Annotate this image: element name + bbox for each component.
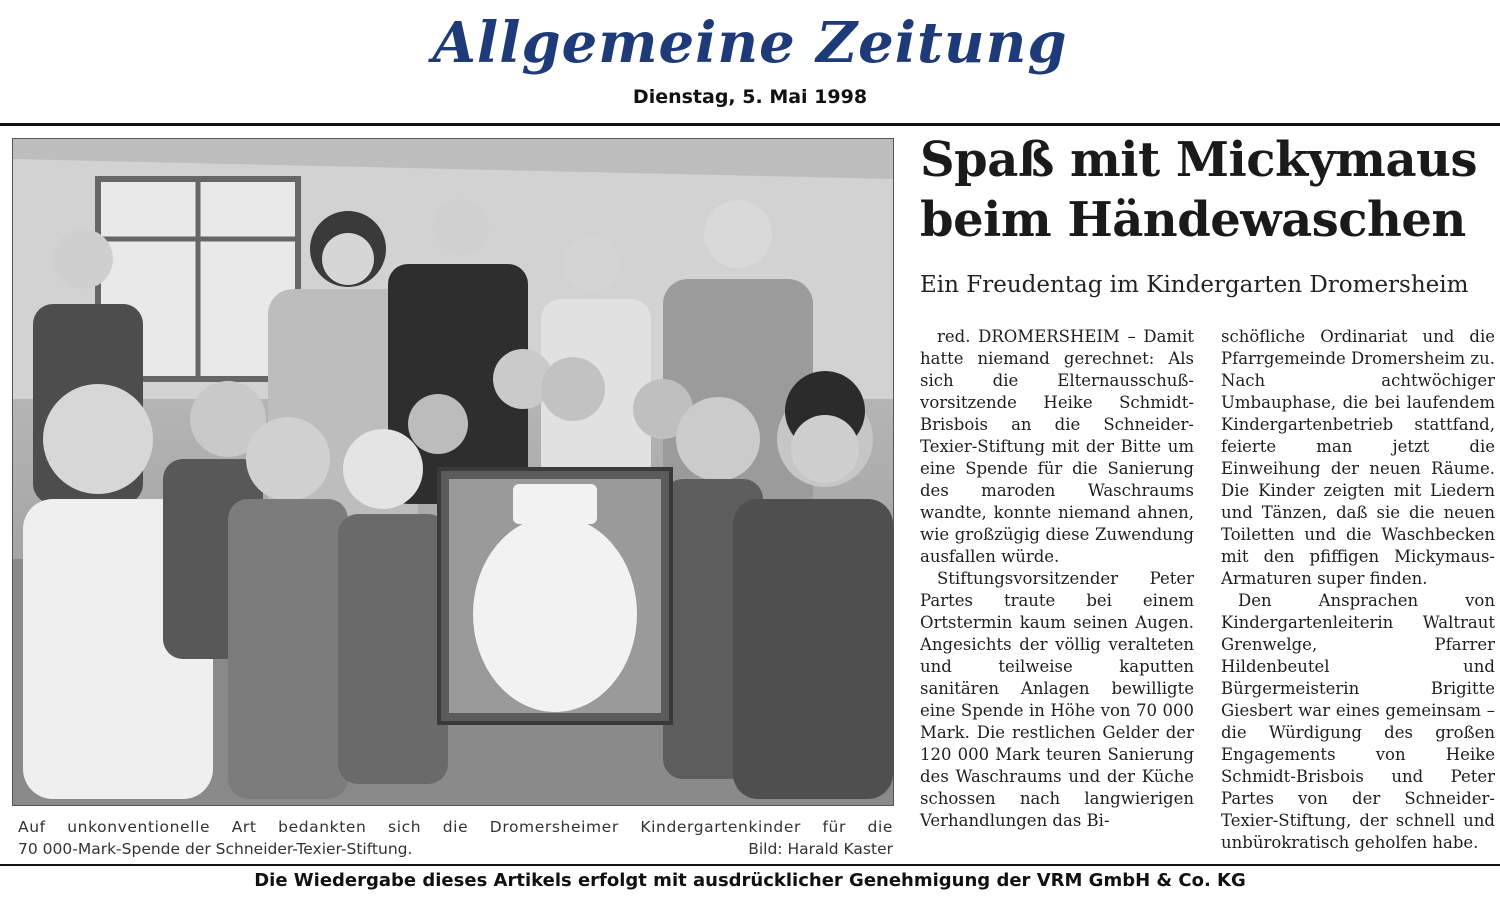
headline-line-2: beim Händewaschen: [920, 192, 1466, 248]
caption-line-2-row: [18, 838, 893, 860]
column-2-paragraph-2: Den Ansprachen von Kindergartenleiterin Waltraut Grenwelge, Pfarrer Hildenbeutel und Bürgermeisterin Brigitte Giesbert war eines gemeinsam – die Würdigung des großen Engagements von Heike Schmidt-Brisbois und Peter Partes von der Schneider-Texier-Stiftung, der schnell und unbürokratisch geholfen habe.: [1221, 591, 1495, 852]
bottom-rule: [0, 864, 1500, 866]
article-subheadline: Ein Freudentag im Kindergarten Dromersheim: [920, 272, 1469, 298]
article-column-2: [1221, 326, 1495, 854]
top-rule: [0, 123, 1500, 126]
caption-line-1: Auf unkonventionelle Art bedankten sich die Dromersheimer Kindergartenkinder für die: [18, 818, 893, 836]
article-column-1: [920, 326, 1194, 832]
article-headline: [920, 130, 1490, 250]
headline-line-1: Spaß mit Mickymaus: [920, 132, 1477, 188]
photo-caption: [18, 816, 893, 860]
photo-illustration: [13, 139, 893, 805]
reprint-notice: Die Wiedergabe dieses Artikels erfolgt mit ausdrücklicher Genehmigung der VRM GmbH & Co. KG: [254, 870, 1246, 891]
issue-date: Dienstag, 5. Mai 1998: [632, 86, 868, 108]
photo-credit: Bild: Harald Kaster: [748, 840, 893, 858]
column-2-paragraph-1: schöfliche Ordinariat und die Pfarrgemeinde Dromersheim zu. Nach achtwöchiger Umbauphase, die bei laufendem Kindergartenbetrieb stattfand, feierte man jetzt die Einweihung der neuen Räume. Die Kinder zeigten mit Liedern und Tänzen, daß sie die neuen Toiletten und die Waschbecken mit den pfiffigen Mickymaus-Armaturen super finden.: [1221, 327, 1495, 588]
caption-line-2: 70 000-Mark-Spende der Schneider-Texier-Stiftung.: [18, 840, 413, 858]
column-1-paragraph-2: Stiftungsvorsitzender Peter Partes traute bei einem Ortstermin kaum seinen Augen. Angesichts der völlig veralteten und teilweise kaputten sanitären Anlagen bewilligte eine Spende in Höhe von 70 000 Mark. Die restlichen Gelder der 120 000 Mark teuren Sanierung des Waschraums und der Küche schossen nach langwierigen Verhandlungen das Bi-: [920, 569, 1194, 830]
newspaper-masthead: Allgemeine Zeitung: [432, 10, 1068, 76]
article-photo: [12, 138, 894, 806]
column-1-paragraph-1: red. DROMERSHEIM – Damit hatte niemand gerechnet: Als sich die Elternausschußvorsitzende Heike Schmidt-Brisbois an die Schneider-Texier-Stiftung mit der Bitte um eine Spende für die Sanierung des maroden Waschraums wandte, konnte niemand ahnen, wie großzügig diese Zuwendung ausfallen würde.: [920, 327, 1194, 566]
